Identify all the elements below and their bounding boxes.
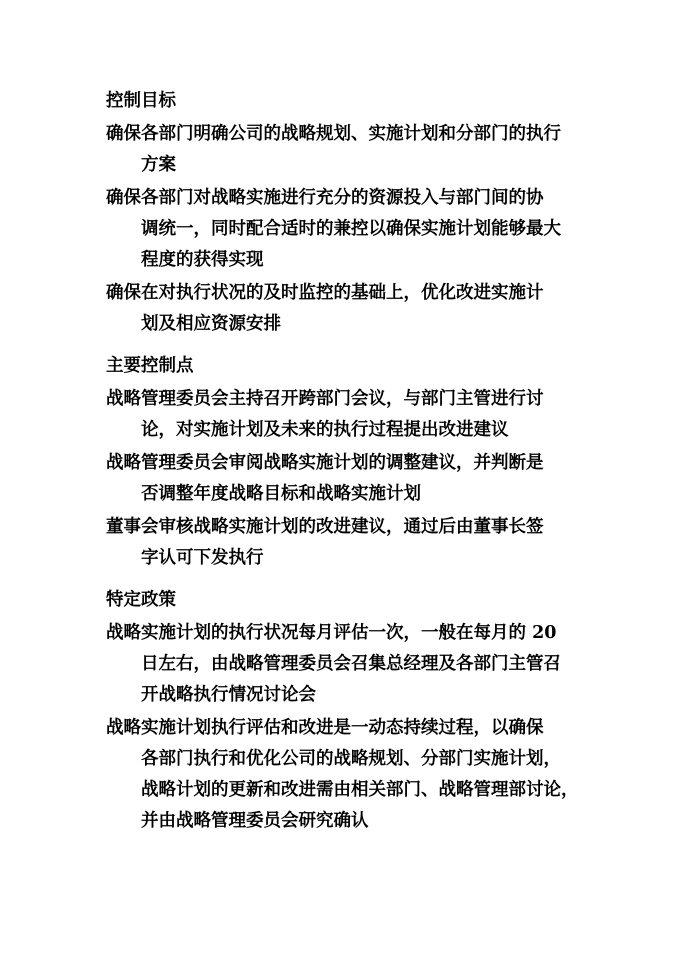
section-heading: 控制目标 [106, 91, 176, 111]
item-line: 各部门执行和优化公司的战略规划、分部门实施计划， [141, 749, 561, 769]
list-item [106, 618, 606, 711]
item-line: 否调整年度战略目标和战略实施计划 [141, 484, 421, 504]
list-item [106, 448, 606, 510]
section-heading: 主要控制点 [106, 356, 194, 376]
list-item [106, 512, 606, 574]
item-line: 战略计划的更新和改进需由相关部门、战略管理部讨论， [141, 780, 579, 800]
item-line: 战略实施计划执行评估和改进是一动态持续过程，以确保 [106, 718, 544, 738]
item-line: 日左右，由战略管理委员会召集总经理及各部门主管召 [141, 654, 561, 674]
item-line: 方案 [141, 155, 176, 175]
item-line: 确保各部门对战略实施进行充分的资源投入与部门间的协 [106, 188, 544, 208]
item-line: 董事会审核战略实施计划的改进建议，通过后由董事长签 [106, 517, 544, 537]
list-item [106, 183, 606, 276]
item-line: 战略实施计划的执行状况每月评估一次，一般在每月的 20 [106, 623, 557, 643]
section-specific-policies [106, 585, 606, 837]
list-item [106, 384, 606, 446]
item-line: 确保在对执行状况的及时监控的基础上，优化改进实施计 [106, 283, 544, 303]
item-line: 确保各部门明确公司的战略规划、实施计划和分部门的执行 [106, 124, 561, 144]
item-line: 程度的获得实现 [141, 250, 264, 270]
section-heading: 特定政策 [106, 590, 176, 610]
item-line: 战略管理委员会主持召开跨部门会议，与部门主管进行讨 [106, 389, 544, 409]
item-line: 论，对实施计划及未来的执行过程提出改进建议 [141, 420, 509, 440]
item-line: 调统一，同时配合适时的兼控以确保实施计划能够最大 [141, 219, 561, 239]
section-key-control-points [106, 351, 606, 574]
list-item [106, 713, 606, 837]
list-item [106, 119, 606, 181]
item-line: 字认可下发执行 [141, 548, 264, 568]
section-control-objectives [106, 86, 606, 340]
item-line: 开战略执行情况讨论会 [141, 685, 316, 705]
item-line: 战略管理委员会审阅战略实施计划的调整建议，并判断是 [106, 453, 544, 473]
item-line: 并由战略管理委员会研究确认 [141, 811, 369, 831]
list-item [106, 278, 606, 340]
item-line: 划及相应资源安排 [141, 314, 281, 334]
document-page [106, 86, 606, 848]
